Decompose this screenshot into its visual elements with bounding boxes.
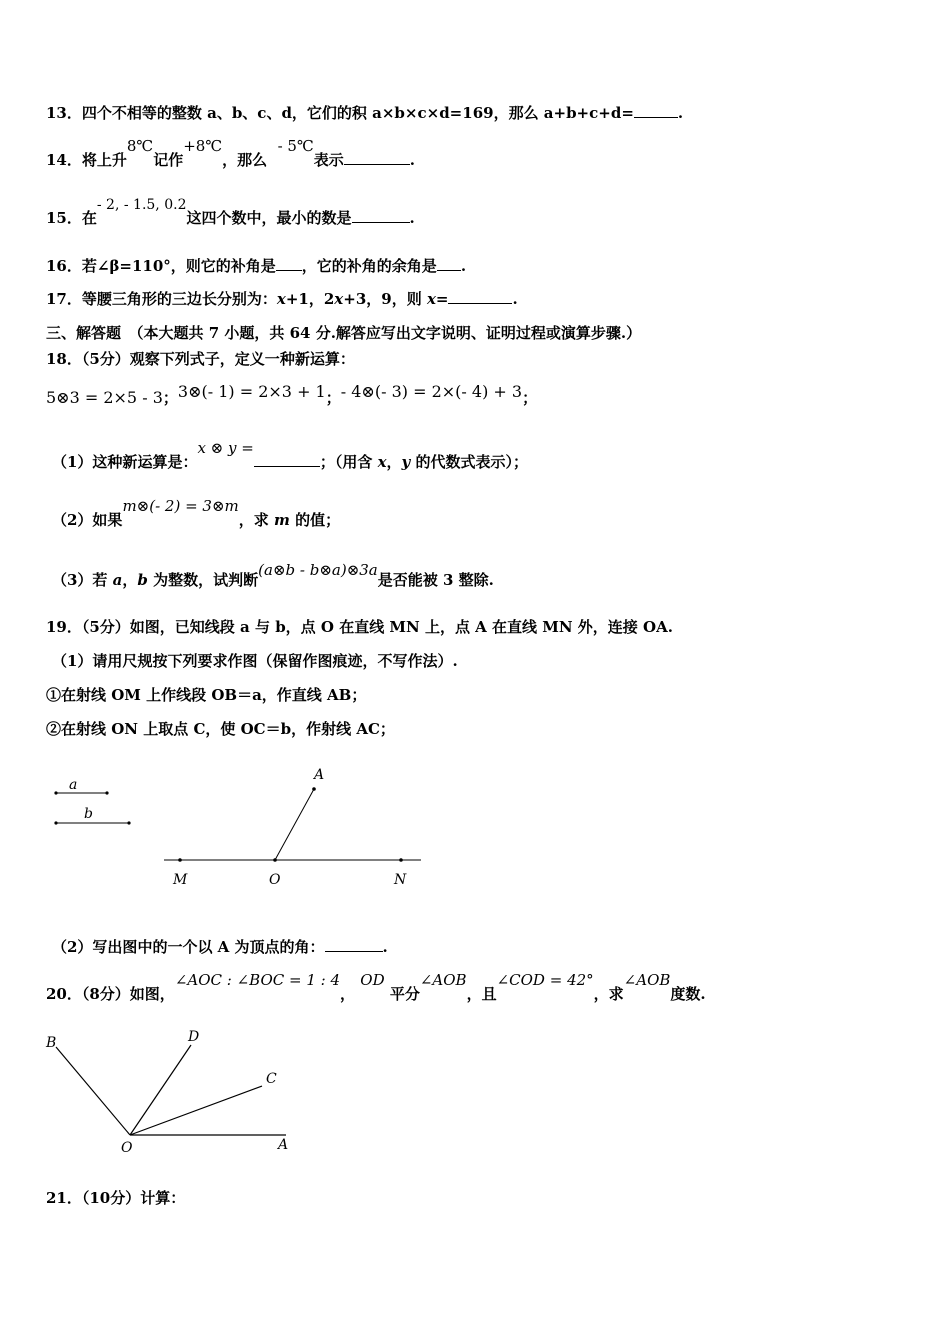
q18-p1-var-y: y bbox=[401, 453, 411, 471]
label-M: M bbox=[173, 872, 188, 888]
q13-text: 13．四个不相等的整数 a、b、c、d，它们的积 a×b×c×d=169，那么 a+b+c+d= bbox=[46, 104, 634, 122]
q14-answer-blank bbox=[344, 150, 410, 165]
q18-example-2: 3⊗(- 1) = 2×3 + 1 bbox=[177, 382, 326, 401]
q19-part-2 bbox=[52, 937, 388, 957]
q19-step-2: ②在射线 ON 上取点 C，使 OC＝b，作射线 AC； bbox=[46, 720, 395, 738]
q20-text-d: ，且 bbox=[466, 985, 497, 1003]
q20-text-f: 度数. bbox=[670, 985, 706, 1003]
q17-end: . bbox=[512, 290, 518, 308]
q18-sep-2: ； bbox=[325, 389, 341, 407]
q18-p2-var-m: m bbox=[274, 511, 290, 529]
q15-answer-blank bbox=[352, 208, 410, 223]
q14-end: . bbox=[409, 151, 416, 169]
label-b: b bbox=[84, 806, 93, 822]
q20-math-aob-1: ∠AOB bbox=[419, 971, 467, 989]
question-20 bbox=[46, 971, 706, 1004]
point-n bbox=[399, 858, 403, 862]
question-16 bbox=[46, 256, 466, 276]
q18-part-1 bbox=[52, 439, 528, 472]
q18-p2-text-a: （2）如果 bbox=[52, 511, 123, 529]
q18-p1-text-a: （1）这种新运算是： bbox=[52, 453, 198, 471]
q18-p2-text-b: ，求 bbox=[238, 511, 274, 529]
q20-math-cod: ∠COD = 42° bbox=[496, 971, 594, 989]
q16-end: . bbox=[460, 257, 467, 275]
question-14 bbox=[46, 137, 416, 170]
q18-examples bbox=[46, 382, 538, 408]
point-m bbox=[178, 858, 182, 862]
label-O: O bbox=[269, 872, 281, 888]
q17-var-x3: x bbox=[426, 290, 436, 308]
segment-oa bbox=[275, 789, 314, 860]
question-15 bbox=[46, 197, 415, 229]
label-C: C bbox=[266, 1071, 277, 1087]
q16-text-b: ，它的补角的余角是 bbox=[301, 257, 437, 275]
q17-text-c: +3，9，则 bbox=[343, 290, 422, 308]
q15-math-numbers: - 2, - 1.5, 0.2 bbox=[96, 197, 187, 213]
q15-text-a: 15．在 bbox=[46, 209, 97, 227]
q18-sep-3: ； bbox=[522, 389, 538, 407]
q18-p1-text-d: 的代数式表示）； bbox=[410, 453, 528, 471]
q20-figure bbox=[40, 1025, 310, 1160]
q13-answer-blank bbox=[634, 103, 678, 118]
question-19-head: 19．（5分）如图，已知线段 a 与 b，点 O 在直线 MN 上，点 A 在直线 MN 外，连接 OA. bbox=[46, 618, 673, 636]
q14-text-a: 14．将上升 bbox=[46, 151, 127, 169]
q16-blank-2 bbox=[437, 256, 461, 271]
q18-part-2 bbox=[52, 497, 341, 530]
q18-p3-text-b: ， bbox=[122, 571, 138, 589]
q20-math-od: OD bbox=[360, 971, 385, 989]
q18-p3-var-a: a bbox=[112, 571, 123, 589]
question-21: 21．（10分）计算： bbox=[46, 1189, 186, 1207]
question-17 bbox=[46, 289, 518, 309]
q20-text-a: 20．（8分）如图， bbox=[46, 985, 175, 1003]
ray-oc bbox=[130, 1086, 262, 1135]
label-N: N bbox=[394, 872, 407, 888]
q18-p2-text-c: 的值； bbox=[289, 511, 341, 529]
q19-part-1: （1）请用尺规按下列要求作图（保留作图痕迹，不写作法）. bbox=[52, 652, 458, 670]
q14-math-plus8c: +8℃ bbox=[183, 137, 223, 155]
q19-p2-text: （2）写出图中的一个以 A 为顶点的角： bbox=[52, 938, 325, 956]
q18-sep-1: ； bbox=[162, 389, 178, 407]
q19-p2-end: . bbox=[382, 938, 388, 956]
q20-text-c: 平分 bbox=[389, 985, 420, 1003]
q17-var-x1: x bbox=[276, 290, 286, 308]
segment-b-end-1 bbox=[54, 821, 57, 824]
q14-math-8c: 8℃ bbox=[126, 137, 154, 155]
segment-a-end-1 bbox=[54, 791, 57, 794]
label-O: O bbox=[121, 1140, 133, 1156]
q18-p1-var-x: x bbox=[377, 453, 387, 471]
q18-p3-text-a: （3）若 bbox=[52, 571, 113, 589]
q16-text-a: 16．若∠β=110°，则它的补角是 bbox=[46, 257, 276, 275]
q19-figure bbox=[40, 760, 440, 895]
q18-p1-text-b: ；（用含 bbox=[319, 453, 378, 471]
label-A: A bbox=[314, 767, 325, 783]
q20-math-ratio: ∠AOC : ∠BOC = 1 : 4 bbox=[174, 971, 341, 989]
q18-p1-answer-blank bbox=[254, 452, 320, 467]
q19-step-1: ①在射线 OM 上作线段 OB＝a，作直线 AB； bbox=[46, 686, 367, 704]
q18-p3-text-c: 为整数，试判断 bbox=[147, 571, 259, 589]
q14-text-d: 表示 bbox=[313, 151, 344, 169]
q18-example-3: - 4⊗(- 3) = 2×(- 4) + 3 bbox=[340, 382, 523, 401]
q14-text-c: ，那么 bbox=[222, 151, 268, 169]
label-a: a bbox=[69, 777, 78, 793]
q15-end: . bbox=[409, 209, 415, 227]
q18-example-1: 5⊗3 = 2×5 - 3 bbox=[46, 388, 163, 407]
q17-answer-blank bbox=[448, 289, 512, 304]
q18-p1-math: x ⊗ y = bbox=[197, 439, 254, 457]
label-D: D bbox=[188, 1029, 200, 1045]
q14-math-minus5c: - 5℃ bbox=[277, 137, 314, 155]
segment-b-end-2 bbox=[127, 821, 130, 824]
segment-a-end-2 bbox=[105, 791, 108, 794]
q18-p3-text-d: 是否能被 3 整除. bbox=[377, 571, 494, 589]
q18-p3-var-b: b bbox=[137, 571, 148, 589]
label-A: A bbox=[278, 1137, 289, 1153]
q18-p2-math: m⊗(- 2) = 3⊗m bbox=[122, 497, 239, 515]
q18-part-3 bbox=[52, 561, 494, 590]
question-18-head: 18．（5分）观察下列式子，定义一种新运算： bbox=[46, 350, 355, 368]
ray-od bbox=[130, 1045, 191, 1135]
question-13 bbox=[46, 103, 683, 123]
point-a bbox=[312, 787, 316, 791]
q18-p1-text-c: ， bbox=[386, 453, 402, 471]
q13-end: . bbox=[677, 104, 684, 122]
q18-p3-math: (a⊗b - b⊗a)⊗3a bbox=[258, 561, 378, 579]
q20-math-aob-2: ∠AOB bbox=[623, 971, 671, 989]
q17-text-d: = bbox=[435, 290, 449, 308]
ray-ob bbox=[56, 1047, 130, 1135]
q19-p2-answer-blank bbox=[325, 937, 383, 952]
q20-text-e: ，求 bbox=[593, 985, 624, 1003]
q17-text-a: 17．等腰三角形的三边长分别为： bbox=[46, 290, 277, 308]
q17-text-b: +1，2 bbox=[285, 290, 335, 308]
q17-var-x2: x bbox=[334, 290, 344, 308]
q15-text-b: 这四个数中，最小的数是 bbox=[186, 209, 352, 227]
q20-text-b: ， bbox=[340, 985, 356, 1003]
label-B: B bbox=[46, 1035, 57, 1051]
q14-text-b: 记作 bbox=[153, 151, 184, 169]
section-3-heading: 三、解答题 （本大题共 7 小题，共 64 分.解答应写出文字说明、证明过程或演算步骤.） bbox=[46, 324, 642, 342]
q16-blank-1 bbox=[276, 256, 302, 271]
